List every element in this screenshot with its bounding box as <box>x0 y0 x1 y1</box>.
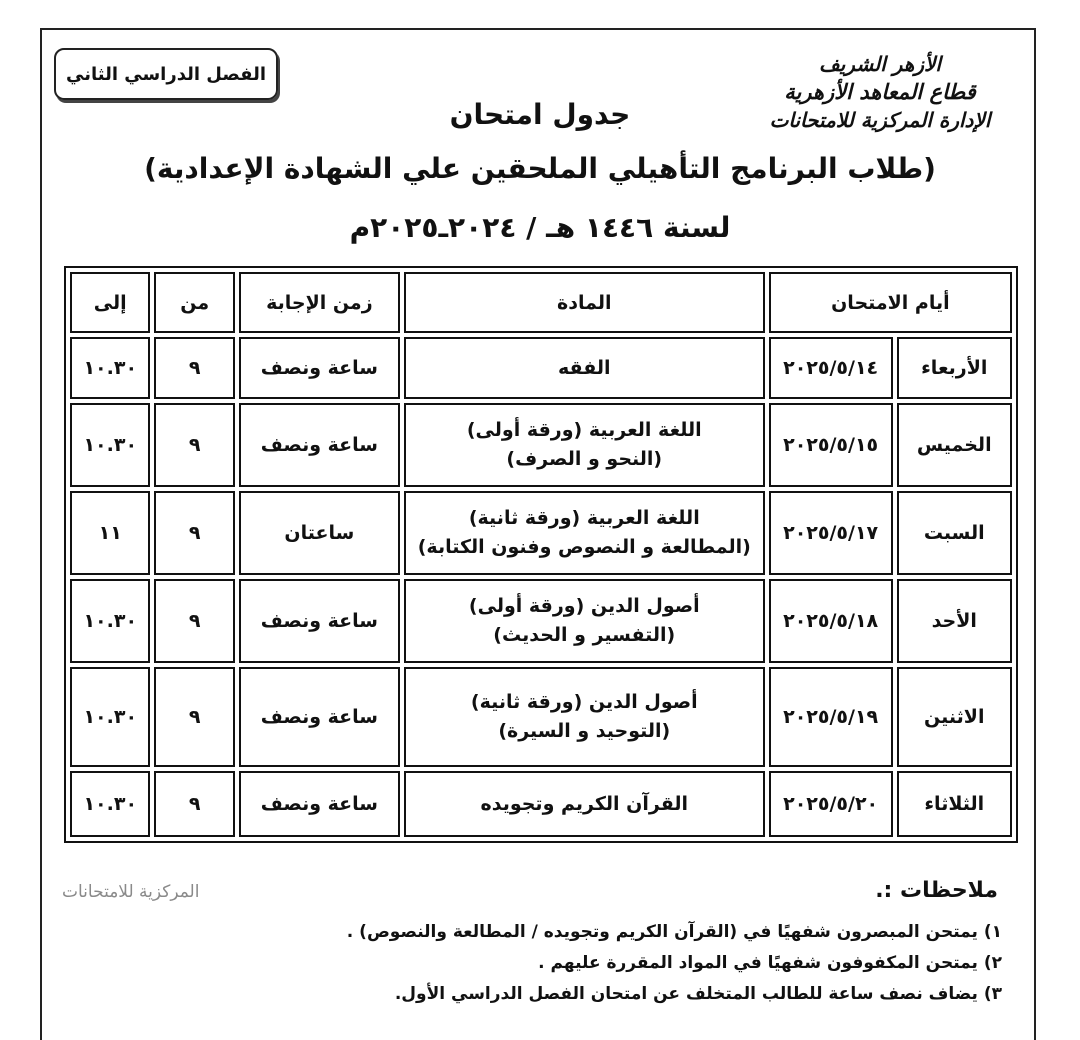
note-item: ٣) يضاف نصف ساعة للطالب المتخلف عن امتحان الفصل الدراسي الأول. <box>394 984 1002 1004</box>
date-cell: ٢٠٢٥/٥/١٧ <box>769 491 893 575</box>
date-cell: ٢٠٢٥/٥/٢٠ <box>769 771 893 837</box>
day-cell: الأربعاء <box>897 337 1013 399</box>
date-cell: ٢٠٢٥/٥/١٥ <box>769 403 893 487</box>
table-row <box>70 667 1012 767</box>
duration-cell: ساعة ونصف <box>239 771 400 837</box>
subject-line2: (التفسير و الحديث) <box>493 624 676 646</box>
table-row <box>70 579 1012 663</box>
start-time-cell: ٩ <box>154 403 234 487</box>
start-time-cell: ٩ <box>154 337 234 399</box>
duration-cell: ساعة ونصف <box>239 579 400 663</box>
page-subtitle: (طلاب البرنامج التأهيلي الملحقين علي الشهادة الإعدادية) <box>144 152 936 185</box>
duration-cell: ساعة ونصف <box>239 403 400 487</box>
header-subject: المادة <box>404 272 765 333</box>
subject-cell <box>404 337 765 399</box>
subject-cell <box>404 403 765 487</box>
day-cell: السبت <box>897 491 1013 575</box>
end-time-cell: ١٠.٣٠ <box>70 337 150 399</box>
end-time-cell: ١٠.٣٠ <box>70 667 150 767</box>
org-name-line2: قطاع المعاهد الأزهرية <box>784 79 976 104</box>
subject-cell <box>404 579 765 663</box>
subject-line1: اللغة العربية (ورقة ثانية) <box>468 507 700 529</box>
semester-badge: الفصل الدراسي الثاني <box>54 48 278 100</box>
subject-line1: الفقه <box>558 356 611 379</box>
org-name-line1: الأزهر الشريف <box>819 52 941 76</box>
subject-cell <box>404 667 765 767</box>
subject-line1: القرآن الكريم وتجويده <box>480 792 689 815</box>
table-row <box>70 491 1012 575</box>
date-cell: ٢٠٢٥/٥/١٤ <box>769 337 893 399</box>
table-row <box>70 337 1012 399</box>
start-time-cell: ٩ <box>154 579 234 663</box>
table-row <box>70 771 1012 837</box>
subject-cell <box>404 771 765 837</box>
subject-line1: أصول الدين (ورقة أولى) <box>468 595 700 617</box>
exam-schedule-table <box>64 266 1018 843</box>
duration-cell: ساعة ونصف <box>239 667 400 767</box>
table-header-row <box>70 272 1012 333</box>
duration-cell: ساعة ونصف <box>239 337 400 399</box>
duration-cell: ساعتان <box>239 491 400 575</box>
subject-line1: اللغة العربية (ورقة أولى) <box>466 419 702 441</box>
start-time-cell: ٩ <box>154 491 234 575</box>
watermark-text: المركزية للامتحانات <box>62 882 200 902</box>
end-time-cell: ١٠.٣٠ <box>70 771 150 837</box>
org-name-line3: الإدارة المركزية للامتحانات <box>769 108 991 132</box>
header-to: إلى <box>70 272 150 333</box>
end-time-cell: ١٠.٣٠ <box>70 403 150 487</box>
end-time-cell: ١٠.٣٠ <box>70 579 150 663</box>
subject-line2: (المطالعة و النصوص وفنون الكتابة) <box>417 536 751 558</box>
subject-line1: أصول الدين (ورقة ثانية) <box>470 691 698 713</box>
header-duration: زمن الإجابة <box>239 272 400 333</box>
start-time-cell: ٩ <box>154 771 234 837</box>
day-cell: الاثنين <box>897 667 1013 767</box>
table-row <box>70 403 1012 487</box>
date-cell: ٢٠٢٥/٥/١٨ <box>769 579 893 663</box>
day-cell: الأحد <box>897 579 1013 663</box>
end-time-cell: ١١ <box>70 491 150 575</box>
page-title: جدول امتحان <box>449 98 631 131</box>
notes-list <box>82 917 1002 1010</box>
date-cell: ٢٠٢٥/٥/١٩ <box>769 667 893 767</box>
note-item: ١) يمتحن المبصرون شفهيًا في (القرآن الكريم وتجويده / المطالعة والنصوص) . <box>346 922 1002 942</box>
day-cell: الخميس <box>897 403 1013 487</box>
subject-line2: (التوحيد و السيرة) <box>498 720 671 742</box>
subject-line2: (النحو و الصرف) <box>506 448 663 470</box>
notes-heading: ملاحظات :. <box>875 878 998 903</box>
academic-year: لسنة ١٤٤٦ هـ / ٢٠٢٤ـ٢٠٢٥م <box>349 211 731 244</box>
start-time-cell: ٩ <box>154 667 234 767</box>
day-cell: الثلاثاء <box>897 771 1013 837</box>
header-exam-days: أيام الامتحان <box>769 272 1012 333</box>
subject-cell <box>404 491 765 575</box>
note-item: ٢) يمتحن المكفوفون شفهيًا في المواد المقررة عليهم . <box>538 953 1002 973</box>
header-from: من <box>154 272 234 333</box>
